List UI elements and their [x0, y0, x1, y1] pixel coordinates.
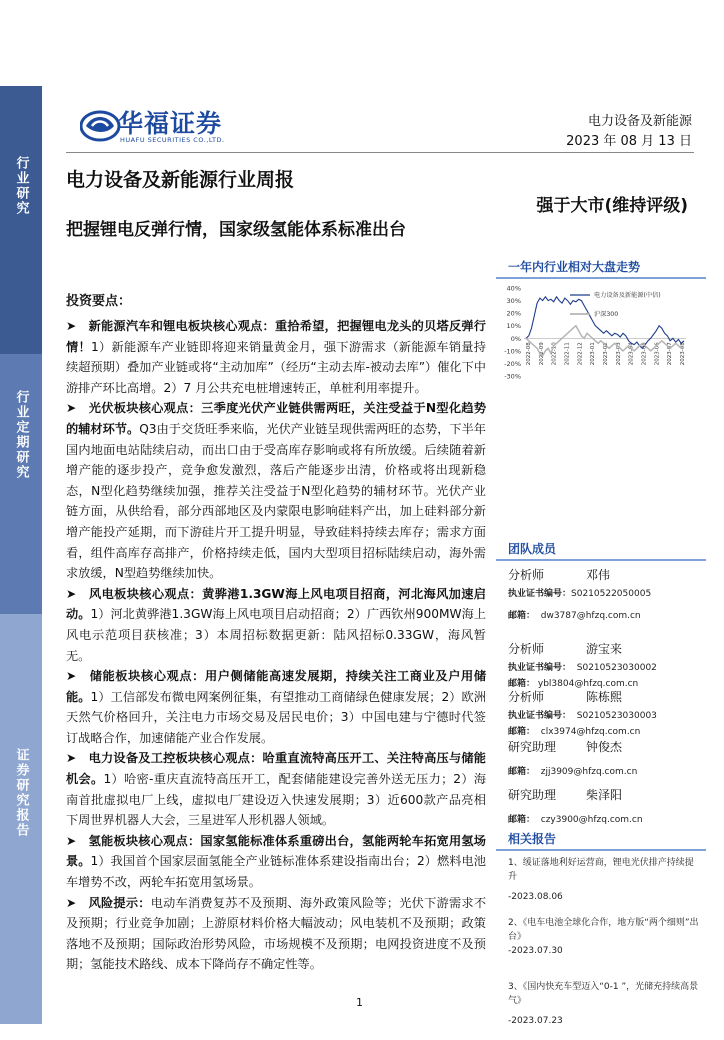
x-tick-label: 2022-09: [538, 342, 545, 366]
header-divider: [66, 152, 694, 153]
analyst-card: [508, 688, 698, 737]
x-tick-label: 2023-03: [615, 342, 622, 366]
y-tick-label: 0%: [510, 334, 521, 343]
summary-paragraph: ➤ 新能源汽车和锂电板块核心观点：重拾希望，把握锂电龙头的贝塔反弹行情！1）新能源车产业链即将迎来销量黄金月，强下游需求（新能源车销量持续超预期）叠加产业链或将“主动加库”（经历“主动去库-被动去库”）催化下中游排产环比高增。2）7 月公共充电桩增速转正，单桩利用率提升。: [66, 319, 486, 395]
report-subtitle: 把握锂电反弹行情，国家级氢能体系标准出台: [66, 220, 406, 240]
analyst-card: [508, 566, 698, 621]
x-tick-label: 2023-08: [680, 342, 686, 366]
analyst-cert: 执业证书编号： S0210523030002: [508, 663, 657, 673]
related-section-title: 相关报告: [496, 830, 706, 851]
analyst-email: 邮箱： zjj3909@hfzq.com.cn: [508, 767, 638, 777]
y-tick-label: 40%: [506, 284, 521, 293]
trend-section-title: 一年内行业相对大盘走势: [496, 258, 706, 279]
analyst-cert: 执业证书编号： S0210523030003: [508, 711, 657, 721]
analyst-name: 陈栋熙: [586, 690, 623, 704]
x-tick-label: 2022-12: [577, 342, 584, 366]
related-report-item[interactable]: 2、《电车电池全球化合作，地方版“两个细则”出台》 -2023.07.30: [508, 918, 699, 956]
x-tick-label: 2023-07: [667, 342, 674, 366]
x-tick-label: 2023-06: [654, 342, 661, 366]
summary-paragraph: ➤ 光伏板块核心观点：三季度光伏产业链供需两旺，关注受益于N型化趋势的辅材环节。Q3由于交货旺季来临，光伏产业链呈现供需两旺的态势，下半年国内地面电站陆续启动，而出口由于受高库存影响或将有所放缓。后续随着新增产能的逐步投产，竞争愈发激烈，落后产能逐步出清，价格或将出现新稳态，N型化趋势继续加强，推荐关注受益于N型化趋势的辅材环节。光伏产业链方面，从供给看，部分西部地区及内蒙限电影响硅料产出，加上硅料部分新增产能投产延期，而下游硅片开工提升明显，导致硅料持续去库存；需求方面看，组件高库存高排产，价格持续走低，国内大型项目招标陆续启动，海外需求放缓，N型趋势继续加快。: [66, 401, 487, 581]
x-tick-label: 2023-02: [603, 342, 609, 366]
summary-paragraph: ➤ 氢能板块核心观点：国家氢能标准体系重磅出台，氢能两轮车拓宽用氢场景。1）我国首个国家层面氢能全产业链标准体系建设指南出台；2）燃料电池车增势不改，两轮车拓宽用氢场景。: [66, 833, 486, 890]
x-tick-label: 2023-01: [590, 342, 597, 366]
legend-label: 电力设备及新能源(中信): [594, 292, 661, 299]
x-tick-label: 2023-04: [628, 342, 635, 366]
related-report-list: [508, 856, 702, 1040]
summary-paragraph: ➤ 风险提示：电动车消费复苏不及预期、海外政策风险等；光伏下游需求不及预期；行业竞争加剧；上游原材料价格大幅波动；风电装机不及预期；政策落地不及预期；国际政治形势风险，市场规模不及预期；电网投资进度不及预期；氢能技术路线、成本下降尚存不确定性等。: [66, 895, 487, 972]
analyst-email: 邮箱： clx3974@hfzq.com.cn: [508, 727, 641, 737]
analyst-name: 游宝来: [586, 642, 623, 656]
legend-label: 沪深300: [594, 311, 619, 318]
related-report-item[interactable]: 1、缓证落地利好运营商，锂电光伏排产持续提升 -2023.08.06: [508, 858, 694, 902]
y-tick-label: -10%: [504, 347, 521, 356]
analyst-name: 钟俊杰: [586, 740, 623, 754]
analyst-card: [508, 738, 698, 777]
analyst-role: 分析师: [508, 690, 545, 704]
report-date: 2023 年 08 月 13 日: [566, 134, 692, 149]
company-name: 华福证券: [118, 109, 223, 138]
analyst-role: 研究助理: [508, 788, 557, 802]
summary-paragraph: ➤ 风电板块核心观点：黄骅港1.3GW海上风电项目招商，河北海风加速启动。1）河北黄骅港1.3GW海上风电项目启动招商；2）广西钦州900MW海上风电示范项目获核准；3）本周招标数据更新：陆风招标0.33GW，海风暂无。: [66, 586, 487, 663]
x-tick-label: 2022-08: [526, 342, 532, 366]
analyst-email: 邮箱： ybl3804@hfzq.com.cn: [508, 679, 639, 689]
analyst-name: 柴泽阳: [586, 788, 623, 802]
report-title: 电力设备及新能源行业周报: [66, 169, 295, 191]
side-bar: [0, 86, 42, 1024]
analyst-email: 邮箱： dw3787@hfzq.com.cn: [508, 611, 641, 621]
summary-paragraph: ➤ 电力设备及工控板块核心观点：哈重直流特高压开工、关注特高压与储能机会。1）哈密-重庆直流特高压开工，配套储能建设完善外送无压力；2）海南首批虚拟电厂上线，虚拟电厂建设迈入快速发展期；3）近600款产品亮相下周世界机器人大会，三星进军人形机器人领域。: [66, 751, 487, 828]
y-tick-label: -30%: [504, 372, 521, 381]
analyst-card: [508, 640, 698, 689]
analyst-email: 邮箱： czy3900@hfzq.com.cn: [508, 815, 643, 825]
rating: 强于大市(维持评级): [536, 196, 688, 216]
page-number: 1: [356, 996, 363, 1009]
side-label-industry-research: 行业研究: [0, 86, 42, 354]
analyst-name: 邓伟: [586, 568, 611, 582]
x-tick-label: 2023-05: [641, 342, 648, 366]
summary-paragraph: ➤ 储能板块核心观点：用户侧储能高速发展期，持续关注工商业及户用储能。1）工信部发布微电网案例征集，有望推动工商储绿色健康发展；2）欧洲天然气价格回升，关注电力市场交易及居民电价；3）中国电建与宁德时代签订战略合作，加速储能产业合作发展。: [66, 669, 487, 745]
analyst-role: 分析师: [508, 568, 545, 582]
trend-chart: [496, 280, 694, 388]
analyst-role: 分析师: [508, 642, 545, 656]
y-tick-label: 30%: [506, 297, 521, 306]
x-tick-label: 2022-10: [551, 342, 558, 366]
related-report-item[interactable]: 3、《国内快充车型迈入“0-1 ”，光储充持续高景气》 -2023.07.23: [508, 982, 699, 1026]
industry-label: 电力设备及新能源: [587, 114, 692, 129]
analyst-card: [508, 786, 698, 825]
company-name-en: HUAFU SECURITIES CO.,LTD.: [120, 136, 225, 144]
analyst-cert: 执业证书编号：S0210522050005: [508, 589, 652, 599]
summary-heading: 投资要点：: [66, 294, 132, 309]
team-section-title: 团队成员: [496, 540, 706, 561]
y-tick-label: -20%: [504, 359, 521, 368]
y-tick-label: 10%: [506, 322, 521, 331]
y-tick-label: 20%: [506, 309, 521, 318]
x-tick-label: 2022-11: [564, 342, 571, 366]
side-label-periodic-research: 行业定期研究: [0, 354, 42, 614]
analyst-role: 研究助理: [508, 740, 557, 754]
series-line-0: [526, 297, 684, 349]
summary-body: [66, 316, 486, 975]
side-label-securities-report: 证券研究报告: [0, 614, 42, 1024]
